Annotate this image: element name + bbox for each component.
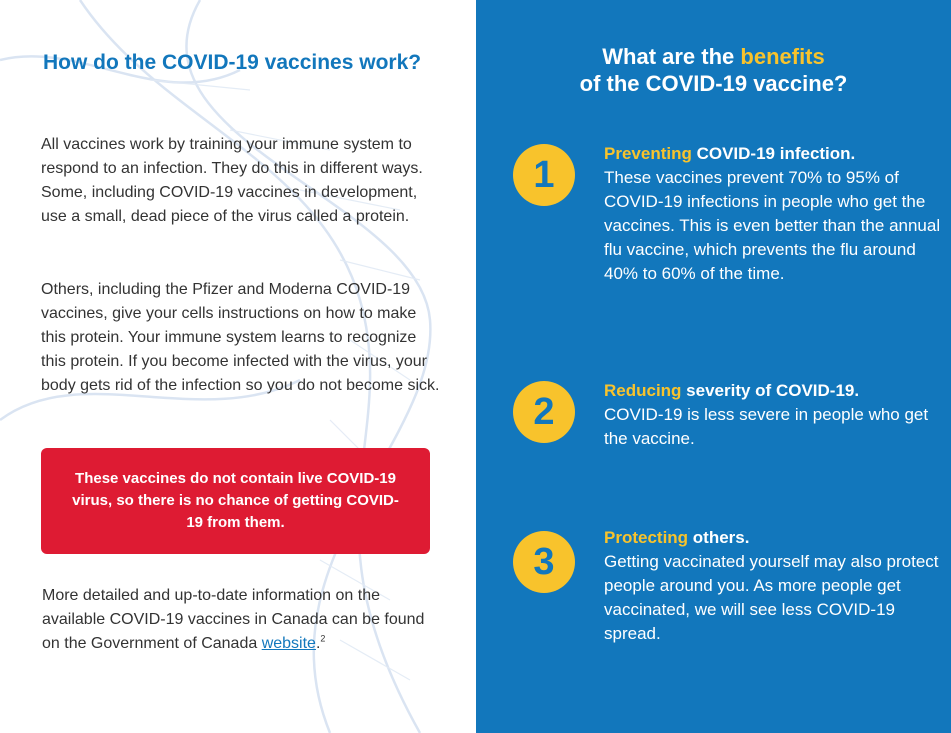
right-panel [476,0,951,733]
benefit-1-heading-text: COVID-19 infection. [691,144,856,163]
benefit-2 [604,379,944,451]
benefit-3-heading [604,526,944,550]
number-2-badge: 2 [513,381,575,443]
title-part-2: of the COVID-19 vaccine? [579,71,848,96]
benefit-3-heading-text: others. [688,528,750,547]
benefit-3-highlight: Protecting [604,528,689,547]
benefit-2-text: COVID-19 is less severe in people who get the vaccine. [604,405,929,448]
benefit-3-text: Getting vaccinated yourself may also protect people around you. As more people get vaccinated, we will see less COVID-19 spread. [604,552,939,643]
section-title: How do the COVID-19 vaccines work? [43,51,422,74]
more-info-text: More detailed and up-to-date information on the available COVID-19 vaccines in Canada can be found on the Government of Canada [42,587,425,652]
number-3-badge: 3 [513,531,575,593]
more-info-end: . [315,635,321,652]
body-paragraph-1: All vaccines work by training your immune system to respond to an infection. They do this in different ways. Some, including COVID-19 vaccines in development, use a small, dead piece of the virus called a protein. [41,136,423,225]
body-paragraph-2: Others, including the Pfizer and Moderna COVID-19 vaccines, give your cells instructions on how to make this protein. Your immune system learns to recognize this protein. If you become infected with the virus, your body gets rid of the infection so you do not become sick. [41,281,440,394]
title-highlight: benefits [740,44,825,69]
benefit-1-heading [604,142,944,166]
more-info-paragraph [42,584,442,656]
benefit-1-text: These vaccines prevent 70% to 95% of COVID-19 infections in people who get the vaccines. This is even better than the annual flu vaccine, which prevents the flu around 40% to 60% of the time. [604,168,941,283]
website-link[interactable]: website [261,635,316,652]
benefit-1-highlight: Preventing [604,144,692,163]
title-part-1: What are the [602,44,741,69]
benefit-2-highlight: Reducing [604,381,682,400]
benefit-1 [604,142,944,286]
benefit-3 [604,526,944,646]
callout-text: These vaccines do not contain live COVID-19 virus, so there is no chance of getting COVID-19 from them. [72,470,399,531]
benefit-2-heading-text: severity of COVID-19. [681,381,860,400]
footnote-marker: 2 [320,633,326,644]
number-1-badge: 1 [513,144,575,206]
warning-callout [41,448,430,554]
benefits-title [476,43,951,97]
benefit-2-heading [604,379,944,403]
